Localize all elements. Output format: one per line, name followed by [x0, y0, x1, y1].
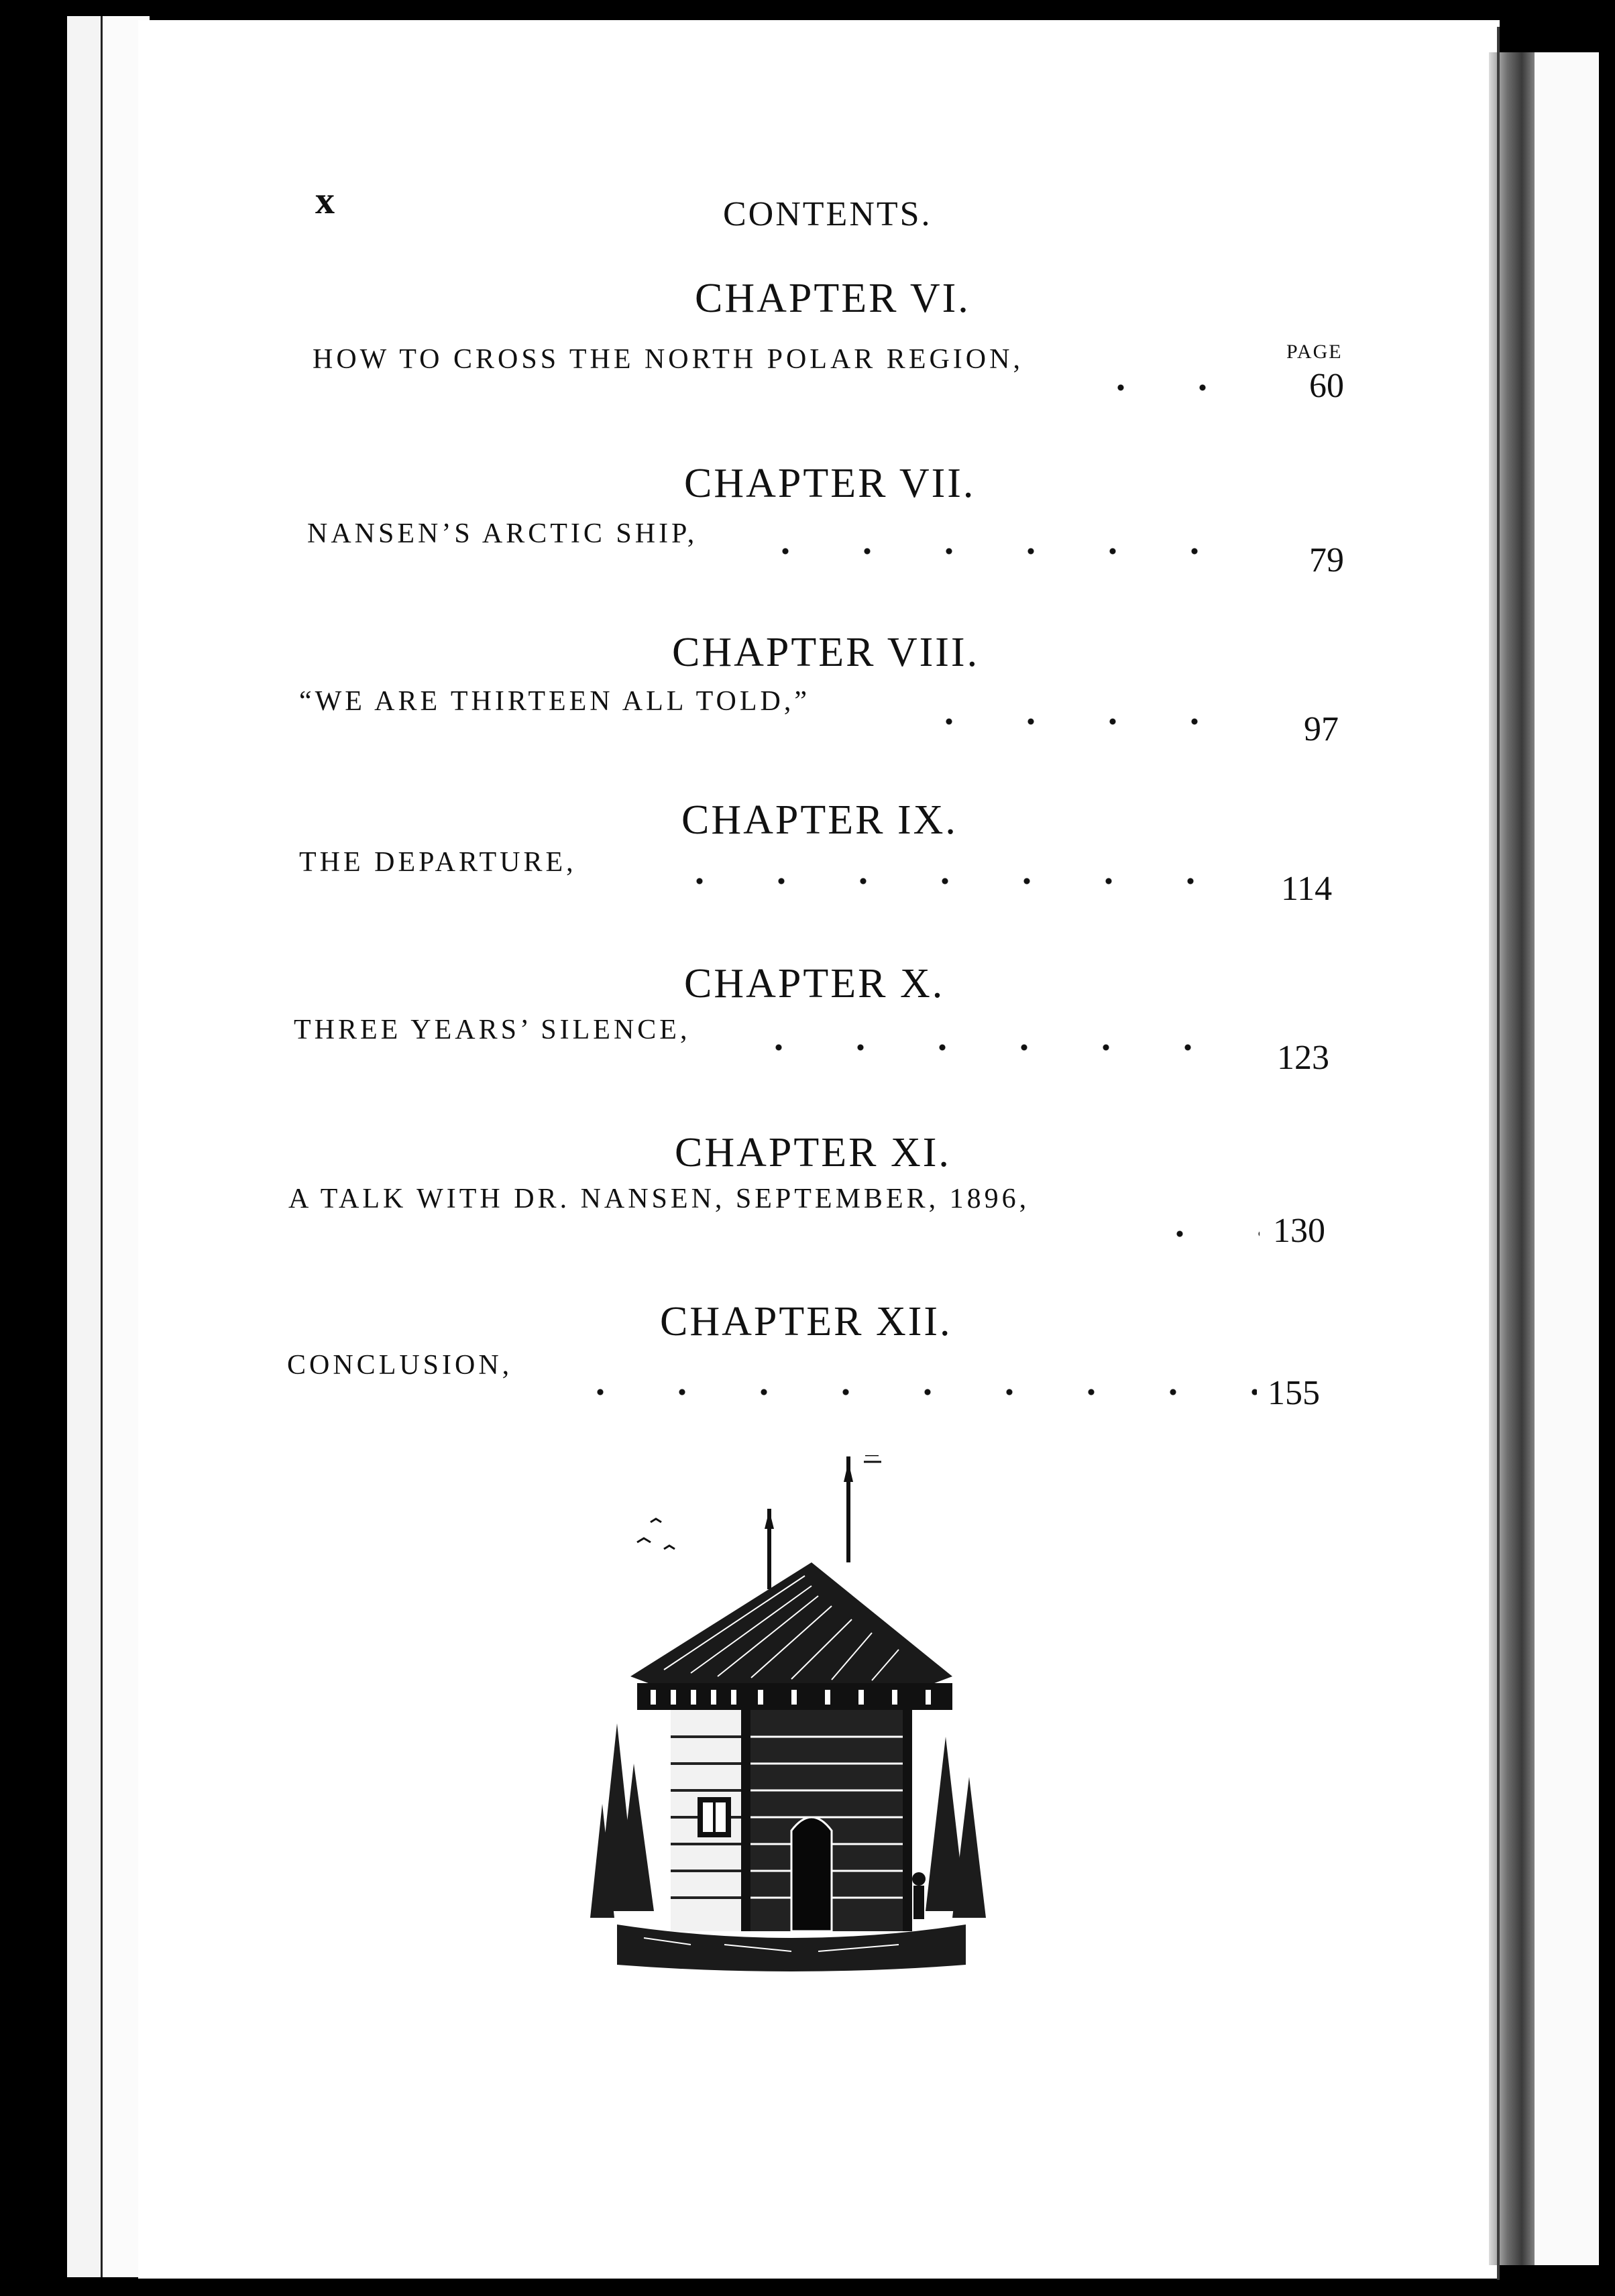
dot-leaders — [1139, 1227, 1260, 1241]
toc-entry-title: NANSEN’S ARCTIC SHIP, — [307, 518, 698, 549]
toc-entry-title: “WE ARE THIRTEEN ALL TOLD,” — [299, 686, 810, 717]
chapter-heading: CHAPTER IX. — [681, 797, 958, 843]
toc-entry-title: THREE YEARS’ SILENCE, — [294, 1015, 691, 1045]
page-column-label: PAGE — [1286, 341, 1343, 363]
book-gutter — [1489, 52, 1536, 2265]
toc-entry-page: 79 — [1309, 541, 1344, 579]
dot-leaders — [738, 1041, 1261, 1054]
toc-entry-page: 60 — [1309, 367, 1344, 405]
toc-entry-page: 155 — [1268, 1374, 1320, 1412]
facing-page-edge — [1535, 52, 1599, 2265]
chapter-heading: CHAPTER VIII. — [672, 630, 980, 675]
chapter-heading: CHAPTER XII. — [660, 1299, 952, 1344]
toc-entry-title: A TALK WITH DR. NANSEN, SEPTEMBER, 1896, — [288, 1184, 1030, 1214]
dot-leaders — [659, 874, 1262, 888]
running-head: CONTENTS. — [723, 195, 932, 233]
page-number: x — [315, 178, 336, 222]
toc-entry-page: 130 — [1273, 1212, 1325, 1250]
chapter-heading: CHAPTER VI. — [695, 276, 970, 321]
gutter-line — [1497, 27, 1500, 2280]
chapter-heading: CHAPTER XI. — [675, 1130, 951, 1175]
log-cabin-engraving-icon — [590, 1455, 993, 1978]
dot-leaders — [744, 544, 1268, 558]
toc-entry-page: 114 — [1281, 870, 1333, 908]
chapter-heading: CHAPTER X. — [684, 961, 945, 1007]
toc-entry-page: 123 — [1277, 1039, 1329, 1077]
toc-entry-title: HOW TO CROSS THE NORTH POLAR REGION, — [313, 344, 1023, 375]
dot-leaders — [1080, 381, 1268, 394]
toc-entry-title: THE DEPARTURE, — [299, 847, 577, 878]
dot-leaders — [908, 715, 1264, 728]
toc-entry-title: CONCLUSION, — [287, 1350, 513, 1381]
toc-entry-page: 97 — [1304, 710, 1339, 748]
chapter-heading: CHAPTER VII. — [684, 461, 976, 506]
dot-leaders — [559, 1385, 1257, 1399]
